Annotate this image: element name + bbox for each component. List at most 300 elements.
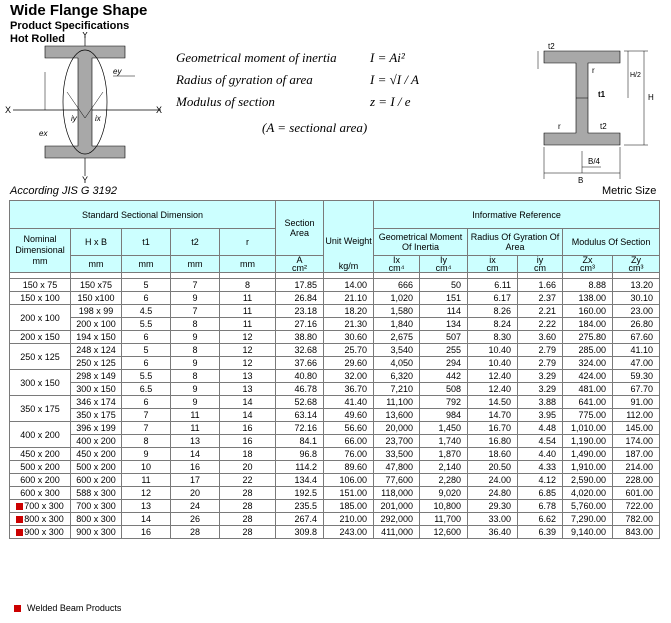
table-cell: 150 x100: [71, 292, 122, 305]
table-cell: 450 x 200: [71, 448, 122, 461]
iy-unit: cm⁴: [435, 263, 452, 273]
table-row: [10, 526, 660, 539]
table-cell: 508: [420, 383, 468, 396]
table-cell: 47,800: [374, 461, 420, 474]
table-cell: 32.68: [276, 344, 324, 357]
table-cell: 800 x 300: [71, 513, 122, 526]
table-cell: 11: [220, 305, 276, 318]
table-row: [10, 474, 660, 487]
table-cell: 6.39: [518, 526, 563, 539]
zx-symbol: Zx: [582, 255, 593, 265]
t2-mid-label: t2: [600, 122, 607, 131]
b-label: B: [578, 176, 584, 185]
table-cell: 114: [420, 305, 468, 318]
table-cell: 243.00: [324, 526, 374, 539]
spec-table: [9, 200, 660, 539]
zy-unit-header: [613, 256, 660, 273]
table-cell: 96.8: [276, 448, 324, 461]
nominal-cell: 250 x 125: [10, 344, 71, 370]
table-cell: 13: [171, 435, 220, 448]
table-cell: 24.80: [468, 487, 518, 500]
table-cell: 2,590.00: [563, 474, 613, 487]
table-row: [10, 448, 660, 461]
r-top-label: r: [592, 66, 595, 75]
zy-symbol: Zy: [631, 255, 642, 265]
nominal-cell: 500 x 200: [10, 461, 71, 474]
table-cell: 33.00: [468, 513, 518, 526]
area-unit: cm²: [292, 263, 308, 273]
zx-unit-header: [563, 256, 613, 273]
h-label: H: [648, 93, 654, 102]
subtitle-product-specifications: Product Specifications: [10, 20, 130, 32]
table-cell: 2,280: [420, 474, 468, 487]
table-cell: 18: [220, 448, 276, 461]
table-cell: 8.26: [468, 305, 518, 318]
table-cell: 11: [171, 422, 220, 435]
table-cell: 350 x 175: [71, 409, 122, 422]
ix-label: ix: [95, 114, 101, 123]
table-row: [10, 396, 660, 409]
table-cell: 250 x 125: [71, 357, 122, 370]
nominal-cell: 900 x 300: [10, 526, 71, 539]
table-cell: 16: [220, 422, 276, 435]
rix-unit: cm: [486, 263, 499, 273]
unit-mm: mm: [71, 256, 122, 273]
table-cell: 114.2: [276, 461, 324, 474]
table-cell: 41.10: [613, 344, 660, 357]
formula-label: Geometrical moment of inertia: [176, 50, 337, 65]
table-cell: 507: [420, 331, 468, 344]
radius-gyration-header: Radius Of Gyration Of Area: [468, 229, 563, 256]
table-cell: 3.95: [518, 409, 563, 422]
area-unit-header: [276, 256, 324, 273]
table-row: [10, 461, 660, 474]
table-row: [10, 500, 660, 513]
nominal-cell: 450 x 200: [10, 448, 71, 461]
section-axes-diagram: [5, 32, 170, 184]
table-cell: 20.50: [468, 461, 518, 474]
nominal-cell: 350 x 175: [10, 396, 71, 422]
table-cell: 1,490.00: [563, 448, 613, 461]
x-axis-label-right: X: [156, 105, 163, 115]
table-cell: 10.40: [468, 344, 518, 357]
table-row: [10, 318, 660, 331]
table-cell: 20: [220, 461, 276, 474]
table-cell: 666: [374, 279, 420, 292]
nominal-cell: 800 x 300: [10, 513, 71, 526]
subtitle-hot-rolled: Hot Rolled: [10, 33, 65, 45]
area-symbol: A: [296, 255, 303, 265]
table-cell: 22: [220, 474, 276, 487]
nominal-cell: 200 x 150: [10, 331, 71, 344]
table-cell: 12: [122, 487, 171, 500]
legend: [14, 603, 121, 613]
table-cell: 16.70: [468, 422, 518, 435]
nominal-cell: 600 x 300: [10, 487, 71, 500]
table-cell: 285.00: [563, 344, 613, 357]
table-cell: 91.00: [613, 396, 660, 409]
table-cell: 12: [220, 331, 276, 344]
table-cell: 6.11: [468, 279, 518, 292]
table-cell: 134: [420, 318, 468, 331]
table-cell: 52.68: [276, 396, 324, 409]
table-cell: 298 x 149: [71, 370, 122, 383]
table-cell: 248 x 124: [71, 344, 122, 357]
table-cell: 187.00: [613, 448, 660, 461]
hxb-header: H x B: [71, 229, 122, 256]
table-cell: 4.54: [518, 435, 563, 448]
table-cell: 29.60: [324, 357, 374, 370]
table-cell: 210.00: [324, 513, 374, 526]
table-cell: 3,540: [374, 344, 420, 357]
table-row: [10, 487, 660, 500]
table-cell: 23.00: [613, 305, 660, 318]
table-cell: 11: [122, 474, 171, 487]
table-cell: 12: [220, 357, 276, 370]
table-cell: 4.5: [122, 305, 171, 318]
table-cell: 40.80: [276, 370, 324, 383]
table-cell: 67.60: [613, 331, 660, 344]
table-cell: 184.00: [563, 318, 613, 331]
table-cell: 174.00: [613, 435, 660, 448]
table-row: [10, 305, 660, 318]
table-cell: 198 x 99: [71, 305, 122, 318]
table-cell: 1,870: [420, 448, 468, 461]
table-cell: 442: [420, 370, 468, 383]
table-cell: 292,000: [374, 513, 420, 526]
table-row: [10, 344, 660, 357]
table-cell: 775.00: [563, 409, 613, 422]
table-cell: 24: [171, 500, 220, 513]
table-cell: 4.33: [518, 461, 563, 474]
t2-header: t2: [171, 229, 220, 256]
table-cell: 6.85: [518, 487, 563, 500]
nominal-header: [10, 229, 71, 273]
table-cell: 424.00: [563, 370, 613, 383]
table-cell: 11,700: [420, 513, 468, 526]
table-cell: 194 x 150: [71, 331, 122, 344]
welded-marker-icon: [16, 503, 23, 510]
table-cell: 200 x 100: [71, 318, 122, 331]
table-cell: 3.88: [518, 396, 563, 409]
y-axis-label-top: Y: [82, 32, 89, 40]
table-cell: 10: [122, 461, 171, 474]
ex-label: ex: [39, 129, 48, 138]
table-cell: 17.85: [276, 279, 324, 292]
table-cell: 1,580: [374, 305, 420, 318]
formula-equation: z = I / e: [370, 94, 411, 109]
table-cell: 27.16: [276, 318, 324, 331]
table-cell: 14: [220, 409, 276, 422]
table-cell: 5: [122, 344, 171, 357]
table-cell: 8: [171, 370, 220, 383]
table-cell: 3.60: [518, 331, 563, 344]
table-cell: 3.29: [518, 383, 563, 396]
table-cell: 33,500: [374, 448, 420, 461]
table-cell: 12,600: [420, 526, 468, 539]
table-row: [10, 357, 660, 370]
unit-mm: mm: [220, 256, 276, 273]
table-cell: 9: [171, 357, 220, 370]
table-cell: 30.60: [324, 331, 374, 344]
table-cell: 4,050: [374, 357, 420, 370]
zy-unit: cm³: [628, 263, 644, 273]
table-cell: 11: [220, 318, 276, 331]
table-cell: 6,320: [374, 370, 420, 383]
table-cell: 9: [171, 331, 220, 344]
formula-equation: I = Ai²: [370, 50, 405, 65]
table-row: [10, 331, 660, 344]
table-cell: 324.00: [563, 357, 613, 370]
table-cell: 843.00: [613, 526, 660, 539]
table-row: [10, 409, 660, 422]
table-cell: 6.78: [518, 500, 563, 513]
welded-marker-icon: [16, 529, 23, 536]
table-cell: 1,910.00: [563, 461, 613, 474]
table-cell: 72.16: [276, 422, 324, 435]
table-cell: 32.00: [324, 370, 374, 383]
nominal-unit: mm: [32, 256, 48, 266]
table-cell: 17: [171, 474, 220, 487]
table-cell: 134.4: [276, 474, 324, 487]
table-cell: 25.70: [324, 344, 374, 357]
table-cell: 138.00: [563, 292, 613, 305]
table-cell: 228.00: [613, 474, 660, 487]
table-cell: 49.60: [324, 409, 374, 422]
table-cell: 46.78: [276, 383, 324, 396]
page-title: Wide Flange Shape: [10, 2, 148, 19]
unit-mm: mm: [122, 256, 171, 273]
table-cell: 8: [171, 318, 220, 331]
table-cell: 26: [171, 513, 220, 526]
ix-symbol: Ix: [393, 255, 401, 265]
table-cell: 21.30: [324, 318, 374, 331]
table-cell: 13: [122, 500, 171, 513]
table-cell: 56.60: [324, 422, 374, 435]
table-cell: 66.00: [324, 435, 374, 448]
table-cell: 160.00: [563, 305, 613, 318]
table-cell: 28: [171, 526, 220, 539]
dimension-diagram: [518, 33, 666, 185]
table-cell: 16: [220, 435, 276, 448]
table-cell: 50: [420, 279, 468, 292]
nominal-cell: 700 x 300: [10, 500, 71, 513]
table-cell: 600 x 200: [71, 474, 122, 487]
table-cell: 106.00: [324, 474, 374, 487]
table-cell: 37.66: [276, 357, 324, 370]
table-cell: 481.00: [563, 383, 613, 396]
spec-table-body: [10, 273, 660, 539]
table-cell: 112.00: [613, 409, 660, 422]
welded-marker-icon: [14, 605, 21, 612]
table-cell: 8: [220, 279, 276, 292]
table-cell: 14: [220, 396, 276, 409]
table-cell: 6.17: [468, 292, 518, 305]
table-cell: 7: [171, 279, 220, 292]
table-cell: 214.00: [613, 461, 660, 474]
table-row: [10, 513, 660, 526]
modulus-section-header: Modulus Of Section: [563, 229, 660, 256]
table-cell: 18.20: [324, 305, 374, 318]
table-cell: 2.79: [518, 357, 563, 370]
table-cell: 77,600: [374, 474, 420, 487]
iy-label: iy: [71, 114, 77, 123]
table-cell: 5: [122, 279, 171, 292]
b-quarter-label: B/4: [588, 157, 601, 166]
table-cell: 89.60: [324, 461, 374, 474]
formula-equation: I = √I / A: [370, 72, 419, 87]
table-cell: 588 x 300: [71, 487, 122, 500]
table-cell: 11: [171, 409, 220, 422]
table-cell: 151: [420, 292, 468, 305]
table-cell: 2,675: [374, 331, 420, 344]
table-cell: 346 x 174: [71, 396, 122, 409]
table-cell: 11: [220, 292, 276, 305]
table-cell: 29.30: [468, 500, 518, 513]
nominal-title: Nominal Dimensional: [15, 234, 65, 255]
table-cell: 6: [122, 357, 171, 370]
riy-unit: cm: [534, 263, 547, 273]
table-cell: 1,450: [420, 422, 468, 435]
riy-unit-header: [518, 256, 563, 273]
table-cell: 300 x 150: [71, 383, 122, 396]
nominal-cell: 400 x 200: [10, 422, 71, 448]
nominal-cell: 600 x 200: [10, 474, 71, 487]
unit-mm: mm: [171, 256, 220, 273]
iy-symbol: Iy: [440, 255, 448, 265]
table-cell: 700 x 300: [71, 500, 122, 513]
ix-unit-header: [374, 256, 420, 273]
table-cell: 7: [171, 305, 220, 318]
table-row: [10, 370, 660, 383]
table-cell: 118,000: [374, 487, 420, 500]
unit-weight-title: Unit Weight: [325, 236, 372, 246]
zx-unit: cm³: [580, 263, 596, 273]
nominal-cell: 300 x 150: [10, 370, 71, 396]
table-cell: 18.60: [468, 448, 518, 461]
table-cell: 150 x75: [71, 279, 122, 292]
table-cell: 411,000: [374, 526, 420, 539]
table-cell: 2.21: [518, 305, 563, 318]
table-cell: 67.70: [613, 383, 660, 396]
table-cell: 9: [122, 448, 171, 461]
table-cell: 2.22: [518, 318, 563, 331]
table-cell: 792: [420, 396, 468, 409]
table-cell: 13: [220, 370, 276, 383]
table-cell: 1,740: [420, 435, 468, 448]
table-cell: 1,190.00: [563, 435, 613, 448]
table-cell: 1,840: [374, 318, 420, 331]
table-cell: 10.40: [468, 357, 518, 370]
table-cell: 641.00: [563, 396, 613, 409]
table-cell: 8.24: [468, 318, 518, 331]
welded-marker-icon: [16, 516, 23, 523]
table-cell: 309.8: [276, 526, 324, 539]
table-row: [10, 292, 660, 305]
table-cell: 11,100: [374, 396, 420, 409]
table-cell: 14: [122, 513, 171, 526]
table-row: [10, 435, 660, 448]
y-axis-label-bottom: Y: [82, 175, 89, 184]
h-half-label: H/2: [630, 72, 641, 79]
formula-label: Modulus of section: [176, 94, 275, 109]
t2-top-label: t2: [548, 42, 555, 51]
standard-dimension-header: Standard Sectional Dimension: [10, 201, 276, 229]
table-cell: 7: [122, 422, 171, 435]
table-cell: 28: [220, 513, 276, 526]
table-cell: 8.88: [563, 279, 613, 292]
table-cell: 7,290.00: [563, 513, 613, 526]
riy-symbol: iy: [536, 255, 544, 265]
table-cell: 9: [171, 383, 220, 396]
table-cell: 14: [171, 448, 220, 461]
table-cell: 14.50: [468, 396, 518, 409]
table-cell: 13: [220, 383, 276, 396]
table-cell: 275.80: [563, 331, 613, 344]
table-cell: 26.84: [276, 292, 324, 305]
table-cell: 400 x 200: [71, 435, 122, 448]
table-cell: 16: [171, 461, 220, 474]
table-cell: 267.4: [276, 513, 324, 526]
table-cell: 28: [220, 500, 276, 513]
table-cell: 3.29: [518, 370, 563, 383]
unit-weight-unit: kg/m: [338, 261, 359, 271]
t1-label: t1: [598, 90, 606, 99]
table-row: [10, 279, 660, 292]
table-cell: 2.37: [518, 292, 563, 305]
table-cell: 1.66: [518, 279, 563, 292]
legend-text: Welded Beam Products: [27, 603, 122, 613]
table-cell: 1,020: [374, 292, 420, 305]
table-cell: 59.30: [613, 370, 660, 383]
ey-label: ey: [113, 67, 122, 76]
beam-section-shape: [45, 46, 125, 158]
table-cell: 396 x 199: [71, 422, 122, 435]
rix-symbol: ix: [489, 255, 496, 265]
table-cell: 9,140.00: [563, 526, 613, 539]
table-cell: 76.00: [324, 448, 374, 461]
table-cell: 192.5: [276, 487, 324, 500]
metric-size-label: Metric Size: [602, 185, 657, 197]
table-cell: 84.1: [276, 435, 324, 448]
table-cell: 4.40: [518, 448, 563, 461]
iy-unit-header: [420, 256, 468, 273]
table-row: [10, 383, 660, 396]
table-cell: 6.62: [518, 513, 563, 526]
table-cell: 500 x 200: [71, 461, 122, 474]
standard-label: According JIS G 3192: [10, 185, 118, 197]
table-cell: 21.10: [324, 292, 374, 305]
table-cell: 722.00: [613, 500, 660, 513]
table-cell: 41.40: [324, 396, 374, 409]
nominal-cell: 150 x 75: [10, 279, 71, 292]
table-cell: 294: [420, 357, 468, 370]
table-cell: 5,760.00: [563, 500, 613, 513]
table-cell: 24.00: [468, 474, 518, 487]
table-cell: 20: [171, 487, 220, 500]
table-cell: 12: [220, 344, 276, 357]
table-cell: 9: [171, 396, 220, 409]
geometrical-moment-header: Geometrical Moment Of Inertia: [374, 229, 468, 256]
table-cell: 8.30: [468, 331, 518, 344]
table-cell: 4,020.00: [563, 487, 613, 500]
table-cell: 6: [122, 292, 171, 305]
table-cell: 9,020: [420, 487, 468, 500]
table-row: [10, 422, 660, 435]
table-cell: 235.5: [276, 500, 324, 513]
table-cell: 9: [171, 292, 220, 305]
table-cell: 23.18: [276, 305, 324, 318]
